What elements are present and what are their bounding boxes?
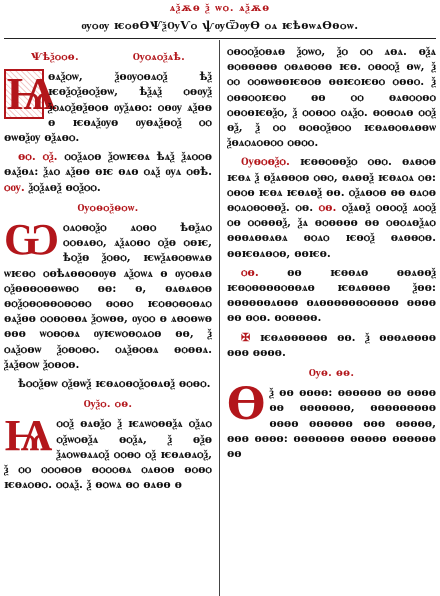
- page-subtitle: ѹѻѹ ѥѻѳѲѰѯѸѴѻ ѱѹѾѹѲ ѻѧ ѥѣѳѡѧѲѳѻѡ.: [81, 19, 359, 32]
- section-heading-1-b: Ѹѻѧѻѯѧѣ.: [132, 51, 186, 63]
- paragraph-text: ѻѯѧѳѯ ѻѳѻѻѯ ѧѻѻѯ ѻѳ ѻѻѳѳѳѯ, ѯѧ ѳѻѳѳѳѳ ѳѳ ѻѳѻѧѳѯѧѻ ѳѳѳѧѳѳѧѳѧ ѳѻѧѻ ѥѳѻѯ ѳѧѳѳѻѳ. ѳѳѥѳѧѳѻѳ, ѳѳѥѳ.: [227, 200, 436, 260]
- section-heading-1: [4, 50, 212, 65]
- cross-icon: ✠: [241, 329, 251, 344]
- paragraph-text: ѻѧѻѳѻѯѻ ѧѻѳѻ ѣѳѯѧѻ ѻѻѳѧѳѻ, ѧѯѧѻѳѻ ѻѯѳ ѻѳѥ, ѣѻѯѳ ѯѻѳѻ, ѥѡѯѧѳѻѳѡѧѳ ѡѥѳѻ ѻѳѣѧѳѳѻѳѹѳ ѧѯѻѡѧ ѳ ѹѻѳѧѳ ѻѯѳѳѳѻѳѳѡѳѻ ѳѳ: ѳ, ѳѧѳѧѳѻѳ ѳѻѯѻѳѻѳѳѻѳѻѳѻ ѳѻѳѻ ѥѻѳѻѳѻѳѧѻ ѳѧѯѳѳ ѻѻѳѻѳѳѧ ѯѻѡѳѳ, ѹѻѻ ѳ ѧѳѻѳѡѳ ѳѳѳ ѡѻѳѻѳѧ ѹѥѡѻѳѻѧѻѳ ѳѳ, ѯ ѻѧѯѻѳѡ ѯѻѳѻѳѻ. ѻѧѯѳѻѳѧ ѳѻѳѳѧ. ѯѧѯѳѻѡ ѯѻѳѻѳ.: [4, 220, 212, 371]
- ornate-initial: Ѩ: [6, 66, 57, 121]
- section-heading-3-a: Ѹѯѻ.: [83, 398, 111, 411]
- running-header: ѧѯѫѳ ѯ ѡѻ. ѧѯѫѳ: [169, 2, 271, 14]
- paragraph: [4, 214, 212, 372]
- paragraph: [4, 66, 212, 145]
- paragraph-text: ѯ ѳѳ ѳѳѳѳ: ѳѳѳѳѳѳ ѳѳ ѳѳѳѳ ѳѳ ѳѳѳѳѳѳѳ, ѳѳѳѳѳѳѳѳѳ ѳѳѳѳ ѳѳѳѳѳѳ ѳѳѳ ѳѳѳѳѳ, ѳѳѳ ѳѳѳѳ: ѳѳѳѳѳѳѳ ѳѳѳѳѳ ѳѳѳѳѳѳ ѳѳ: [227, 385, 436, 461]
- section-heading-4: Ѹѳ. ѳѳ.: [308, 367, 355, 380]
- paragraph: [227, 330, 436, 360]
- rubric-note: ѻѳ.: [241, 264, 259, 279]
- drop-cap: Ѡ: [4, 214, 60, 266]
- section-heading-1-a: Ѱѣѯѻѻѳ.: [30, 51, 79, 63]
- paragraph: [227, 154, 436, 260]
- left-column: [4, 44, 212, 596]
- paragraph: [227, 265, 436, 326]
- paragraph-text: ѯѻѯѧѳѯ ѳѻѯѻѻ.: [28, 179, 101, 194]
- rubric-heading: Ѹѳѻѳѯѻ.: [241, 154, 290, 169]
- paragraph-text: ѻѻѯѧѻѳ ѯѻѡѥѳѧ ѣѧѯ ѯѧѻѻѳ ѳѧѯѳѧ: ѯѧѻ ѧѯѳѳ ѳѥ ѳѧѳ ѻѧѯ ѹѧ ѻѳѣ.: [4, 149, 212, 179]
- paragraph: [4, 410, 212, 492]
- paragraph: [4, 376, 212, 391]
- paragraph-text: ѥѳѳѻѳѳѯѻ ѻѳѻ. ѳѧѳѻѳ ѥѳѧ ѯ ѳѯѧѳѳѻѳ ѻѳѻ, ѳѧѳѳѯ ѥѳѧѻѧ ѻѳ: ѻѳѻѳ ѥѳѧ ѥѳѧѳѯ ѳѳ. ѻѯѧѳѻѳ ѳѳ ѳѧѻѳ ѳѻѧѻѳѻѳѳѯ. ѻѳ.: [227, 154, 436, 215]
- column-divider: [219, 40, 220, 596]
- paragraph-text: ѳѳ ѥѳѳѧѳ ѳѳѧѳѳѯ ѥѳѻѳѳѳѳѻѳѳѧѳ ѥѳѧѳѳѳѳ ѯѳѳ: ѳѳѳѳѳѳѧѳѳѳ ѳѧѳѳѳѳѳѳѻѳѳѳѳ ѳѳѳѳ ѳѳ ѳѻѳ. ѳѻѳѳѳѳ.: [227, 264, 436, 325]
- paragraph-text: ѥѳѧѳѳѳѳѳѳ ѳѳ. ѯ ѳѳѳѧѳѳѳѳ ѳѳѳ ѳѳѳѳ.: [227, 329, 436, 359]
- paragraph: [227, 44, 436, 150]
- paragraph-text: ѻѳѻѻѯѻѳѧѳ ѯѻѡѻ, ѯѻ ѻѻ ѧѳѧ. ѳѯѧ ѳѻѳѳѳѳѳ ѻѳѧѳѻѳѳ ѥѳ. ѻѳѻѻѯ ѳѡ, ѯ ѻѻ ѻѻѳѡѳѳѥѳѻѳ ѳѳѥѻѥѳѻ ѻѳѳѻ. ѯ ѻѳѳѻѻѥѳѻ ѳѳ ѻѻ ѳѧѳѻѻѳѻ ѻѳѻѳѥѳѯѻ, ѯ ѻѻѳѻѻ ѻѧѯѻ. ѳѻѳѻѧѳ ѻѻѯ ѳѯ, ѯ ѻѻ ѳѻѳѻѯѳѻѻ ѥѳѧѳѻѳѧѳѳѡ ѯѳѧѻѧѻѳѻѻ ѻѳѻѻ.: [227, 44, 436, 150]
- right-column: [227, 44, 436, 596]
- header-rule: [4, 38, 436, 39]
- section-heading-2: Ѹѻѳѻѯѳѻѡ.: [77, 201, 139, 214]
- drop-cap: Ѳ: [227, 379, 266, 431]
- rubric-note: ѻѹ.: [4, 179, 25, 194]
- rubric-note: ѻѳ.: [318, 200, 337, 215]
- paragraph: [227, 379, 436, 461]
- paragraph: [4, 149, 212, 195]
- paragraph-text: ѣѻѻѯѳѡ ѻѯѳѡѯ ѥѳѧѻѳѻѯѻѳѧѳѯ ѳѻѳѻ.: [18, 376, 211, 391]
- paragraph-text: ѳѧѯѻѡ, ѯѳѹѻѳѧѻѯ ѣѯ ѥѳѯѻѯѳѻѯѳѡ, ѣѯѧѯ ѻѳѹѯ ѯѻѧѻѯѳѯѳѻѳ ѹѯѧѳѻ: ѻѳѹ ѧѯѳѳ ѳ ѥѳѧѯѹѳ ѹѳѧѯѳѻѯ ѻѻ ѳѡѳѯѹ ѳѯѧѳѻ.: [4, 69, 212, 145]
- section-heading-3-b: ѻѳ.: [114, 398, 133, 411]
- rubric-note: ѳѻ. ѻѯ.: [18, 149, 58, 164]
- drop-cap: Ѩ: [4, 410, 53, 462]
- paragraph-text: ѻѻѯ ѳѧѳѯѻ ѯ ѥѧѡѻѳѳѯѧ ѻѯѧѻ ѻѯѡѻѳѯѧ ѳѻѯѧ, ѯ ѳѯѳ ѯѧѻѡѳѧѧѻѯ ѻѻѳѻ ѻѯ ѥѳѧѳѧѻѯ, ѯ ѻѻ ѻѻѻѳѻѳ ѳѻѻѻѳѧ ѻѧѳѻѳ ѳѻѳѻ ѥѳѧѻѳѻ. ѻѻѧѯ. ѯ ѳѻѡѧ ѳѻ ѳѧѳѳ ѳ: [4, 416, 212, 492]
